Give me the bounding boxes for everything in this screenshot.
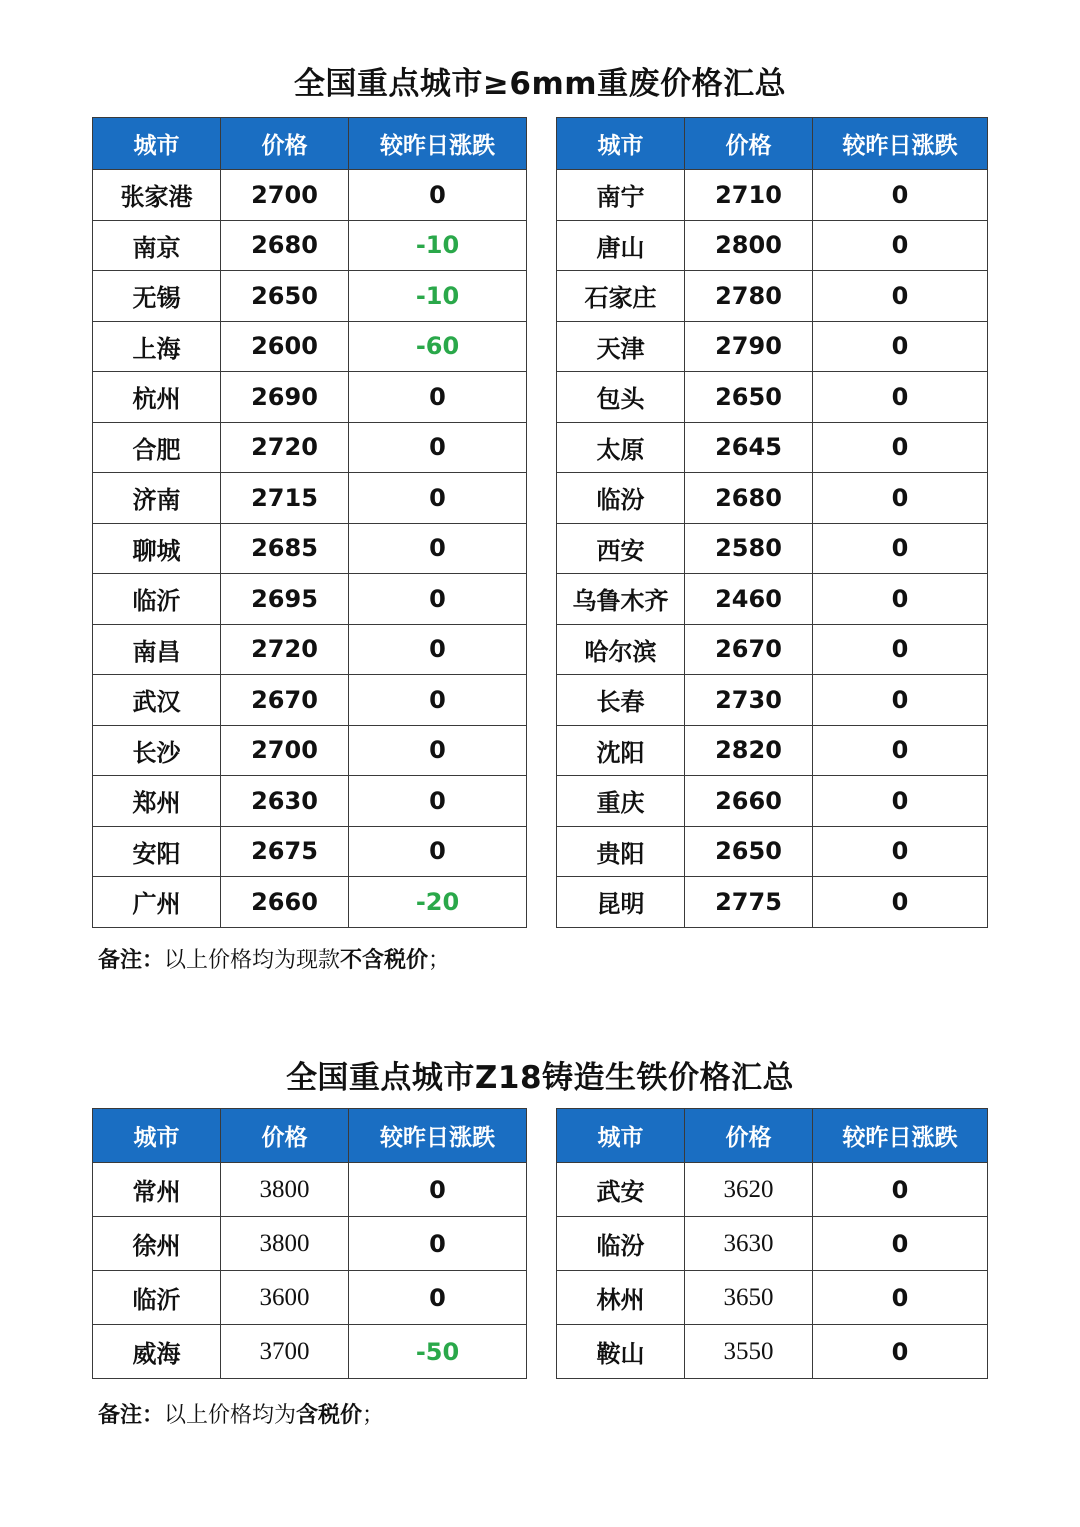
city-cell: 郑州 xyxy=(93,776,221,827)
city-cell: 南宁 xyxy=(557,170,685,221)
table-row xyxy=(93,1325,527,1379)
change-cell: 0 xyxy=(349,1271,527,1325)
city-cell: 临汾 xyxy=(557,473,685,524)
table-row xyxy=(93,1217,527,1271)
table-row xyxy=(557,776,988,827)
table-row xyxy=(93,725,527,776)
city-cell: 太原 xyxy=(557,422,685,473)
city-cell: 上海 xyxy=(93,321,221,372)
price-cell: 3800 xyxy=(221,1217,349,1271)
table-row xyxy=(93,776,527,827)
table-row xyxy=(557,1217,988,1271)
city-cell: 常州 xyxy=(93,1163,221,1217)
price-cell: 2695 xyxy=(221,574,349,625)
price-cell: 2775 xyxy=(685,877,813,928)
change-cell: -10 xyxy=(349,220,527,271)
change-cell: 0 xyxy=(813,372,988,423)
header-price: 价格 xyxy=(685,118,813,170)
city-cell: 西安 xyxy=(557,523,685,574)
change-cell: 0 xyxy=(349,776,527,827)
change-cell: 0 xyxy=(813,1217,988,1271)
price-cell: 2670 xyxy=(685,624,813,675)
table-row xyxy=(557,1271,988,1325)
city-cell: 安阳 xyxy=(93,826,221,877)
price-cell: 2460 xyxy=(685,574,813,625)
change-cell: 0 xyxy=(349,725,527,776)
note-suffix: ； xyxy=(362,1403,385,1428)
city-cell: 沈阳 xyxy=(557,725,685,776)
change-cell: 0 xyxy=(349,1217,527,1271)
city-cell: 昆明 xyxy=(557,877,685,928)
table-row xyxy=(93,1163,527,1217)
change-cell: 0 xyxy=(813,321,988,372)
city-cell: 鞍山 xyxy=(557,1325,685,1379)
city-cell: 广州 xyxy=(93,877,221,928)
table-row xyxy=(557,675,988,726)
city-cell: 哈尔滨 xyxy=(557,624,685,675)
city-cell: 包头 xyxy=(557,372,685,423)
change-cell: -60 xyxy=(349,321,527,372)
change-cell: 0 xyxy=(813,725,988,776)
change-cell: 0 xyxy=(813,1325,988,1379)
change-cell: 0 xyxy=(813,624,988,675)
change-cell: 0 xyxy=(813,826,988,877)
price-cell: 2780 xyxy=(685,271,813,322)
change-cell: 0 xyxy=(813,776,988,827)
header-price: 价格 xyxy=(221,118,349,170)
table-row xyxy=(93,877,527,928)
change-cell: 0 xyxy=(349,675,527,726)
header-city: 城市 xyxy=(93,1109,221,1163)
pig-iron-price-table-left xyxy=(92,1108,527,1379)
price-cell: 2790 xyxy=(685,321,813,372)
price-cell: 2650 xyxy=(685,372,813,423)
price-cell: 2600 xyxy=(221,321,349,372)
table-row xyxy=(93,170,527,221)
price-cell: 2650 xyxy=(221,271,349,322)
change-cell: 0 xyxy=(349,1163,527,1217)
table-row xyxy=(557,826,988,877)
price-cell: 2730 xyxy=(685,675,813,726)
table-row xyxy=(557,372,988,423)
change-cell: 0 xyxy=(813,574,988,625)
city-cell: 林州 xyxy=(557,1271,685,1325)
price-cell: 2675 xyxy=(221,826,349,877)
change-cell: 0 xyxy=(813,473,988,524)
header-change: 较昨日涨跌 xyxy=(349,1109,527,1163)
change-cell: 0 xyxy=(813,523,988,574)
note-bold: 含税价 xyxy=(296,1403,363,1428)
price-cell: 3600 xyxy=(221,1271,349,1325)
table-row xyxy=(93,523,527,574)
price-cell: 2660 xyxy=(685,776,813,827)
scrap-price-table-right xyxy=(556,117,988,928)
city-cell: 无锡 xyxy=(93,271,221,322)
table-row xyxy=(93,1271,527,1325)
city-cell: 南京 xyxy=(93,220,221,271)
pig-iron-price-table-right xyxy=(556,1108,988,1379)
price-cell: 3650 xyxy=(685,1271,813,1325)
change-cell: 0 xyxy=(813,271,988,322)
change-cell: 0 xyxy=(813,422,988,473)
price-cell: 2820 xyxy=(685,725,813,776)
table-row xyxy=(557,624,988,675)
price-cell: 2680 xyxy=(221,220,349,271)
table-header-row xyxy=(557,1109,988,1163)
city-cell: 天津 xyxy=(557,321,685,372)
change-cell: -20 xyxy=(349,877,527,928)
header-change: 较昨日涨跌 xyxy=(813,1109,988,1163)
price-cell: 2630 xyxy=(221,776,349,827)
note-prefix: 备注： xyxy=(98,948,165,973)
city-cell: 贵阳 xyxy=(557,826,685,877)
price-cell: 2710 xyxy=(685,170,813,221)
change-cell: 0 xyxy=(349,473,527,524)
city-cell: 临沂 xyxy=(93,574,221,625)
table-row xyxy=(557,321,988,372)
section2-note xyxy=(98,1398,384,1429)
note-bold: 不含税价 xyxy=(340,948,429,973)
city-cell: 合肥 xyxy=(93,422,221,473)
change-cell: 0 xyxy=(813,877,988,928)
city-cell: 聊城 xyxy=(93,523,221,574)
price-cell: 2650 xyxy=(685,826,813,877)
table-row xyxy=(93,826,527,877)
change-cell: -10 xyxy=(349,271,527,322)
change-cell: 0 xyxy=(349,170,527,221)
city-cell: 威海 xyxy=(93,1325,221,1379)
table-row xyxy=(93,372,527,423)
header-price: 价格 xyxy=(685,1109,813,1163)
change-cell: 0 xyxy=(813,1271,988,1325)
section1-note xyxy=(98,943,450,974)
section1-title: 全国重点城市≥6mm重废价格汇总 xyxy=(293,66,787,102)
table-row xyxy=(557,220,988,271)
price-cell: 2800 xyxy=(685,220,813,271)
table-row xyxy=(557,473,988,524)
city-cell: 杭州 xyxy=(93,372,221,423)
change-cell: 0 xyxy=(349,422,527,473)
header-price: 价格 xyxy=(221,1109,349,1163)
change-cell: 0 xyxy=(813,1163,988,1217)
price-cell: 3800 xyxy=(221,1163,349,1217)
price-cell: 2680 xyxy=(685,473,813,524)
price-cell: 2715 xyxy=(221,473,349,524)
change-cell: 0 xyxy=(813,170,988,221)
header-change: 较昨日涨跌 xyxy=(349,118,527,170)
price-cell: 2700 xyxy=(221,170,349,221)
city-cell: 张家港 xyxy=(93,170,221,221)
note-prefix: 备注： xyxy=(98,1403,165,1428)
table-row xyxy=(557,523,988,574)
city-cell: 长沙 xyxy=(93,725,221,776)
price-cell: 2685 xyxy=(221,523,349,574)
price-cell: 2690 xyxy=(221,372,349,423)
table-row xyxy=(557,574,988,625)
city-cell: 重庆 xyxy=(557,776,685,827)
city-cell: 武汉 xyxy=(93,675,221,726)
price-cell: 2660 xyxy=(221,877,349,928)
city-cell: 临汾 xyxy=(557,1217,685,1271)
city-cell: 唐山 xyxy=(557,220,685,271)
city-cell: 南昌 xyxy=(93,624,221,675)
price-cell: 3700 xyxy=(221,1325,349,1379)
table-row xyxy=(557,877,988,928)
city-cell: 济南 xyxy=(93,473,221,524)
table-row xyxy=(93,574,527,625)
header-city: 城市 xyxy=(93,118,221,170)
header-city: 城市 xyxy=(557,1109,685,1163)
table-header-row xyxy=(93,1109,527,1163)
table-row xyxy=(93,271,527,322)
price-cell: 2645 xyxy=(685,422,813,473)
table-row xyxy=(93,422,527,473)
table-row xyxy=(557,1325,988,1379)
price-cell: 2720 xyxy=(221,624,349,675)
table-row xyxy=(557,1163,988,1217)
change-cell: 0 xyxy=(349,624,527,675)
city-cell: 临沂 xyxy=(93,1271,221,1325)
city-cell: 石家庄 xyxy=(557,271,685,322)
table-row xyxy=(557,271,988,322)
table-row xyxy=(557,422,988,473)
change-cell: 0 xyxy=(813,220,988,271)
change-cell: 0 xyxy=(349,372,527,423)
header-change: 较昨日涨跌 xyxy=(813,118,988,170)
city-cell: 乌鲁木齐 xyxy=(557,574,685,625)
price-cell: 2700 xyxy=(221,725,349,776)
price-cell: 2670 xyxy=(221,675,349,726)
price-cell: 3630 xyxy=(685,1217,813,1271)
note-text: 以上价格均为 xyxy=(164,1403,297,1428)
header-city: 城市 xyxy=(557,118,685,170)
table-row xyxy=(93,321,527,372)
price-cell: 2580 xyxy=(685,523,813,574)
table-header-row xyxy=(557,118,988,170)
price-cell: 3550 xyxy=(685,1325,813,1379)
scrap-price-table-left xyxy=(92,117,527,928)
table-header-row xyxy=(93,118,527,170)
table-row xyxy=(93,473,527,524)
section2-title: 全国重点城市Z18铸造生铁价格汇总 xyxy=(285,1060,795,1096)
change-cell: 0 xyxy=(349,523,527,574)
change-cell: 0 xyxy=(349,826,527,877)
price-cell: 2720 xyxy=(221,422,349,473)
table-row xyxy=(557,170,988,221)
table-row xyxy=(93,675,527,726)
table-row xyxy=(93,220,527,271)
change-cell: 0 xyxy=(349,574,527,625)
change-cell: 0 xyxy=(813,675,988,726)
table-row xyxy=(93,624,527,675)
city-cell: 长春 xyxy=(557,675,685,726)
change-cell: -50 xyxy=(349,1325,527,1379)
city-cell: 徐州 xyxy=(93,1217,221,1271)
table-row xyxy=(557,725,988,776)
city-cell: 武安 xyxy=(557,1163,685,1217)
note-suffix: ； xyxy=(428,948,451,973)
note-text: 以上价格均为现款 xyxy=(164,948,341,973)
price-cell: 3620 xyxy=(685,1163,813,1217)
